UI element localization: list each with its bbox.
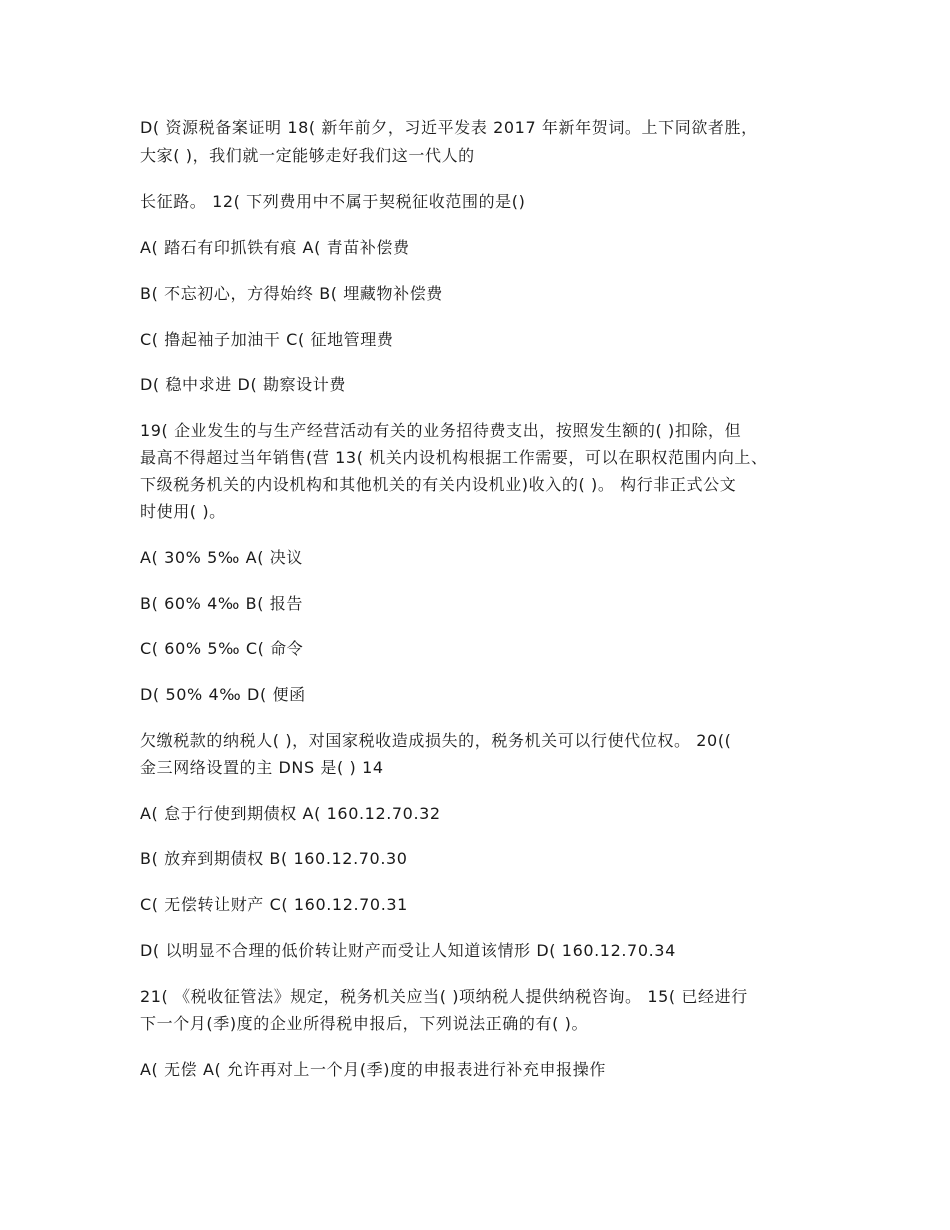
text-line: B( 60% 4‰ B( 报告 — [140, 594, 303, 613]
text-line: 19( 企业发生的与生产经营活动有关的业务招待费支出，按照发生额的( )扣除，但 — [140, 421, 742, 440]
text-line: 欠缴税款的纳税人( )，对国家税收造成损失的，税务机关可以行使代位权。 20(( — [140, 731, 732, 750]
text-line: 下级税务机关的内设机构和其他机关的有关内设机业)收入的( )。 构行非正式公文 — [140, 475, 737, 494]
text-line: D( 50% 4‰ D( 便函 — [140, 685, 306, 704]
text-line: 时使用( )。 — [140, 502, 226, 521]
text-line: 最高不得超过当年销售(营 13( 机关内设机构根据工作需要，可以在职权范围内向上、 — [140, 448, 768, 467]
text-line: C( 无偿转让财产 C( 160.12.70.31 — [140, 895, 408, 914]
text-line: 下一个月(季)度的企业所得税申报后，下列说法正确的有( )。 — [140, 1014, 589, 1033]
text-line: D( 以明显不合理的低价转让财产而受让人知道该情形 D( 160.12.70.34 — [140, 941, 676, 960]
text-line: C( 撸起袖子加油干 C( 征地管理费 — [140, 330, 394, 349]
text-line: 21( 《税收征管法》规定，税务机关应当( )项纳税人提供纳税咨询。 15( 已经进行 — [140, 987, 748, 1006]
text-line: 长征路。 12( 下列费用中不属于契税征收范围的是() — [140, 192, 526, 211]
text-line: A( 30% 5‰ A( 决议 — [140, 548, 303, 567]
text-line: B( 放弃到期债权 B( 160.12.70.30 — [140, 849, 408, 868]
text-line: A( 无偿 A( 允许再对上一个月(季)度的申报表进行补充申报操作 — [140, 1060, 606, 1079]
text-line: D( 稳中求进 D( 勘察设计费 — [140, 375, 346, 394]
text-line: A( 踏石有印抓铁有痕 A( 青苗补偿费 — [140, 238, 410, 257]
text-line: 大家( )，我们就一定能够走好我们这一代人的 — [140, 146, 475, 165]
text-line: B( 不忘初心，方得始终 B( 埋藏物补偿费 — [140, 284, 443, 303]
text-line: C( 60% 5‰ C( 命令 — [140, 639, 304, 658]
text-line: D( 资源税备案证明 18( 新年前夕，习近平发表 2017 年新年贺词。上下同欲者胜， — [140, 118, 758, 137]
text-line: 金三网络设置的主 DNS 是( ) 14 — [140, 758, 384, 777]
text-line: A( 怠于行使到期债权 A( 160.12.70.32 — [140, 804, 441, 823]
